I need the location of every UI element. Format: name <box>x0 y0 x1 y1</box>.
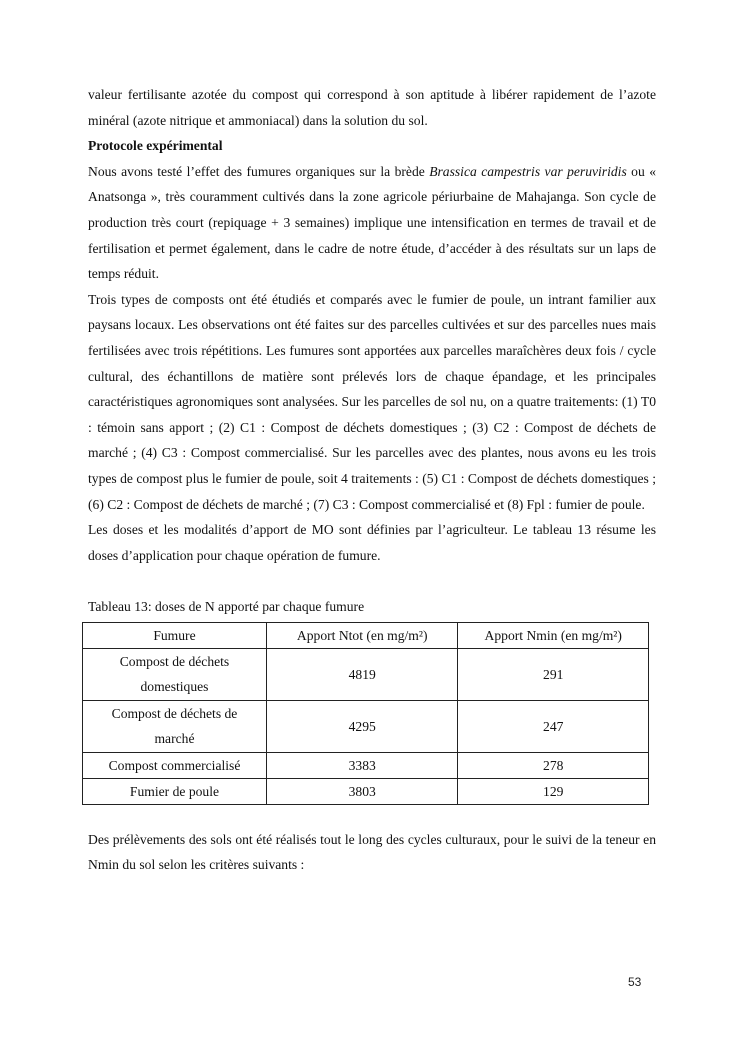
doses-table <box>82 622 649 805</box>
section-heading: Protocole expérimental <box>88 138 223 154</box>
paragraph-doses: Les doses et les modalités d’apport de MO sont définies par l’agriculteur. Le tableau 13 résume les doses d’application pour chaque opération de fumure. <box>88 522 656 563</box>
table-row <box>83 778 649 804</box>
cell-fumure: Compost commercialisé <box>83 752 267 778</box>
cell-ntot: 3803 <box>266 778 457 804</box>
paragraph-protocol <box>88 159 656 287</box>
table-header-row <box>83 622 649 648</box>
cell-fumure: Compost de déchets de marché <box>83 700 267 752</box>
cell-nmin: 247 <box>458 700 649 752</box>
page-number: 53 <box>628 975 642 989</box>
cell-nmin: 291 <box>458 648 649 700</box>
species-name: Brassica campestris var peruviridis <box>429 163 627 179</box>
paragraph-protocol-start: Nous avons testé l’effet des fumures organiques sur la brède <box>88 163 430 179</box>
table-row <box>83 700 649 752</box>
cell-nmin: 278 <box>458 752 649 778</box>
table-caption: Tableau 13: doses de N apporté par chaque fumure <box>88 598 365 614</box>
cell-ntot: 4819 <box>266 648 457 700</box>
header-ntot: Apport Ntot (en mg/m²) <box>266 622 457 648</box>
cell-fumure: Fumier de poule <box>83 778 267 804</box>
cell-ntot: 4295 <box>266 700 457 752</box>
paragraph-treatments: Trois types de composts ont été étudiés et comparés avec le fumier de poule, un intrant familier aux paysans locaux. Les observations ont été faites sur des parcelles cultivées et sur des parcelles nues mais fertilisées avec trois répétitions. Les fumures sont apportées aux parcelles maraîchères deux fois / cycle cultural, des échantillons de matière sont prélevés lors de chaque épandage, et les principales caractéristiques agronomiques sont analysées. Sur les parcelles de sol nu, on a quatre traitements: (1) T0 : témoin sans apport ; (2) C1 : Compost de déchets domestiques ; (3) C2 : Compost de déchets de marché ; (4) C3 : Compost commercialisé. Sur les parcelles avec des plantes, nous avons eu les trois types de compost plus le fumier de poule, soit 4 traitements : (5) C1 : Compost de déchets domestiques ; (6) C2 : Compost de déchets de marché ; (7) C3 : Compost commercialisé et (8) Fpl : fumier de poule. <box>88 291 656 512</box>
header-nmin: Apport Nmin (en mg/m²) <box>458 622 649 648</box>
paragraph-protocol-end: ou « Anatsonga », très couramment cultivés dans la zone agricole périurbaine de Mahajanga. Son cycle de production très court (repiquage + 3 semaines) implique une intensification en termes de travail et de fertilisation et permet également, dans le cadre de notre étude, d’accéder à des résultats sur un laps de temps réduit. <box>88 163 656 282</box>
cell-ntot: 3383 <box>266 752 457 778</box>
document-page <box>88 82 656 878</box>
table-row <box>83 752 649 778</box>
cell-fumure: Compost de déchets domestiques <box>83 648 267 700</box>
cell-nmin: 129 <box>458 778 649 804</box>
table-row <box>83 648 649 700</box>
paragraph-intro: valeur fertilisante azotée du compost qui correspond à son aptitude à libérer rapidement de l’azote minéral (azote nitrique et ammoniacal) dans la solution du sol. <box>88 87 656 128</box>
header-fumure: Fumure <box>83 622 267 648</box>
paragraph-sampling: Des prélèvements des sols ont été réalisés tout le long des cycles culturaux, pour le suivi de la teneur en Nmin du sol selon les critères suivants : <box>88 831 656 873</box>
